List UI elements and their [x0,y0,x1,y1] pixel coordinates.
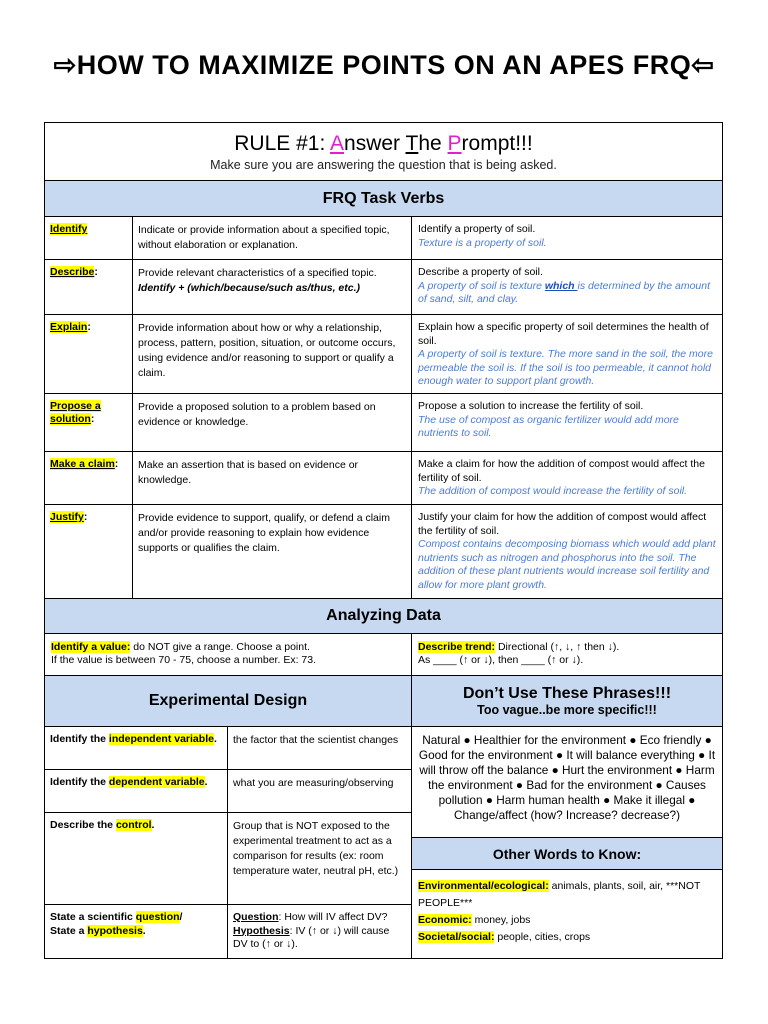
ed-row-hypothesis [45,905,411,958]
analyzing-data-header: Analyzing Data [45,599,722,634]
verb-example: Describe a property of soil. A property of soil is texture which is determined by the amount of sand, silt, and clay. [418,266,711,305]
rule-title: RULE #1: Answer The Prompt!!! [234,132,533,155]
verb-row-propose [45,394,722,452]
ed-row-control [45,813,411,905]
phrases-section [412,676,722,958]
ed-row-independent [45,727,411,770]
vague-phrases-list: Natural ● Healthier for the environment ● Eco friendly ● Good for the environment ● It will balance everything ● It will throw off the balance ● Hurt the environment ● Harm the environment ● Bad for the environment ● Causes pollution ● Harm human health ● Make it illegal ● Change/affect (how? Increase? decrease?) [412,727,722,838]
verb-label: Explain: [45,315,133,393]
page-title: ⇨HOW TO MAXIMIZE POINTS ON AN APES FRQ⇦ [53,50,715,80]
verb-row-explain [45,315,722,394]
ed-desc: Question: How will IV affect DV? Hypothesis: IV (↑ or ↓) will cause DV to (↑ or ↓). [233,911,390,950]
ed-label: Identify the dependent variable. [45,770,228,812]
verb-definition: Provide information about how or why a relationship, process, pattern, position, situation, or outcome occurs, using evidence and/or reasoning to support or qualify a claim. [133,315,412,393]
verb-row-justify [45,505,722,599]
identify-value-cell: Identify a value: do NOT give a range. Choose a point. If the value is between 70 - 75, choose a number. Ex: 73. [45,634,412,675]
analyzing-data-row [45,634,722,676]
ed-label: Identify the independent variable. [45,727,228,769]
ed-label: Describe the control. [45,813,228,904]
experimental-design-header: Experimental Design [45,676,411,727]
ed-desc: Group that is NOT exposed to the experimental treatment to act as a comparison for results (ex: room temperature water, neutral pH, etc.) [233,820,399,877]
verb-example: Justify your claim for how the addition of compost would affect the fertility of soil. Compost contains decomposing biomass which would add plant nutrients such as nitrogen and phosphorus into the soil. The addition of these plant nutrients would increase soil fertility and allow for more plant growth. [418,511,716,591]
verb-label: Justify: [45,505,133,598]
list-item: Societal/social: people, cities, crops [418,931,591,943]
list-item: Environmental/ecological: animals, plants, soil, air, ***NOT PEOPLE*** [418,880,701,909]
verb-label: Make a claim: [45,452,133,504]
verb-label: Propose a solution: [45,394,133,451]
experimental-design-section [45,676,412,958]
ed-label: State a scientific question/ State a hypothesis. [45,905,228,958]
verb-row-claim [45,452,722,505]
ed-desc: what you are measuring/observing [233,777,394,789]
dont-use-header: Don’t Use These Phrases!!! Too vague..be more specific!!! [412,676,722,727]
verb-definition: Provide relevant characteristics of a specified topic. Identify + (which/because/such as/thus, etc.) [133,260,412,314]
ed-desc: the factor that the scientist changes [233,734,399,746]
verb-example: Propose a solution to increase the fertility of soil. The use of compost as organic fertilizer would add more nutrients to soil. [418,400,679,439]
verb-example: Make a claim for how the addition of compost would affect the fertility of soil. The addition of compost would increase the fertility of soil. [418,458,705,497]
verb-example: Identify a property of soil. Texture is a property of soil. [418,223,547,249]
verb-row-identify [45,217,722,260]
verb-definition: Make an assertion that is based on evidence or knowledge. [133,452,412,504]
bottom-section [45,676,722,958]
task-verbs-header: FRQ Task Verbs [45,181,722,217]
verb-label: Describe: [45,260,133,314]
ed-row-dependent [45,770,411,813]
verb-label: Identify [45,217,133,259]
rule-subtitle: Make sure you are answering the question that is being asked. [210,158,557,172]
describe-trend-cell: Describe trend: Directional (↑, ↓, ↑ then ↓). As ____ (↑ or ↓), then ____ (↑ or ↓). [418,641,620,666]
verb-definition: Provide evidence to support, qualify, or defend a claim and/or provide reasoning to explain how evidence supports or qualifies the claim. [133,505,412,598]
verb-example: Explain how a specific property of soil determines the health of soil. A property of soil is texture. The more sand in the soil, the more permeable the soil is. If the soil is too permeable, it cannot hold enough water to support plant growth. [418,321,713,387]
verb-row-describe [45,260,722,315]
verb-definition: Indicate or provide information about a specified topic, without elaboration or explanation. [133,217,412,259]
rule-section [45,123,722,181]
other-words-header: Other Words to Know: [412,838,722,870]
other-words-list [412,870,722,954]
list-item: Economic: money, jobs [418,914,531,926]
frq-sheet [44,122,723,959]
verb-definition: Provide a proposed solution to a problem based on evidence or knowledge. [133,394,412,451]
